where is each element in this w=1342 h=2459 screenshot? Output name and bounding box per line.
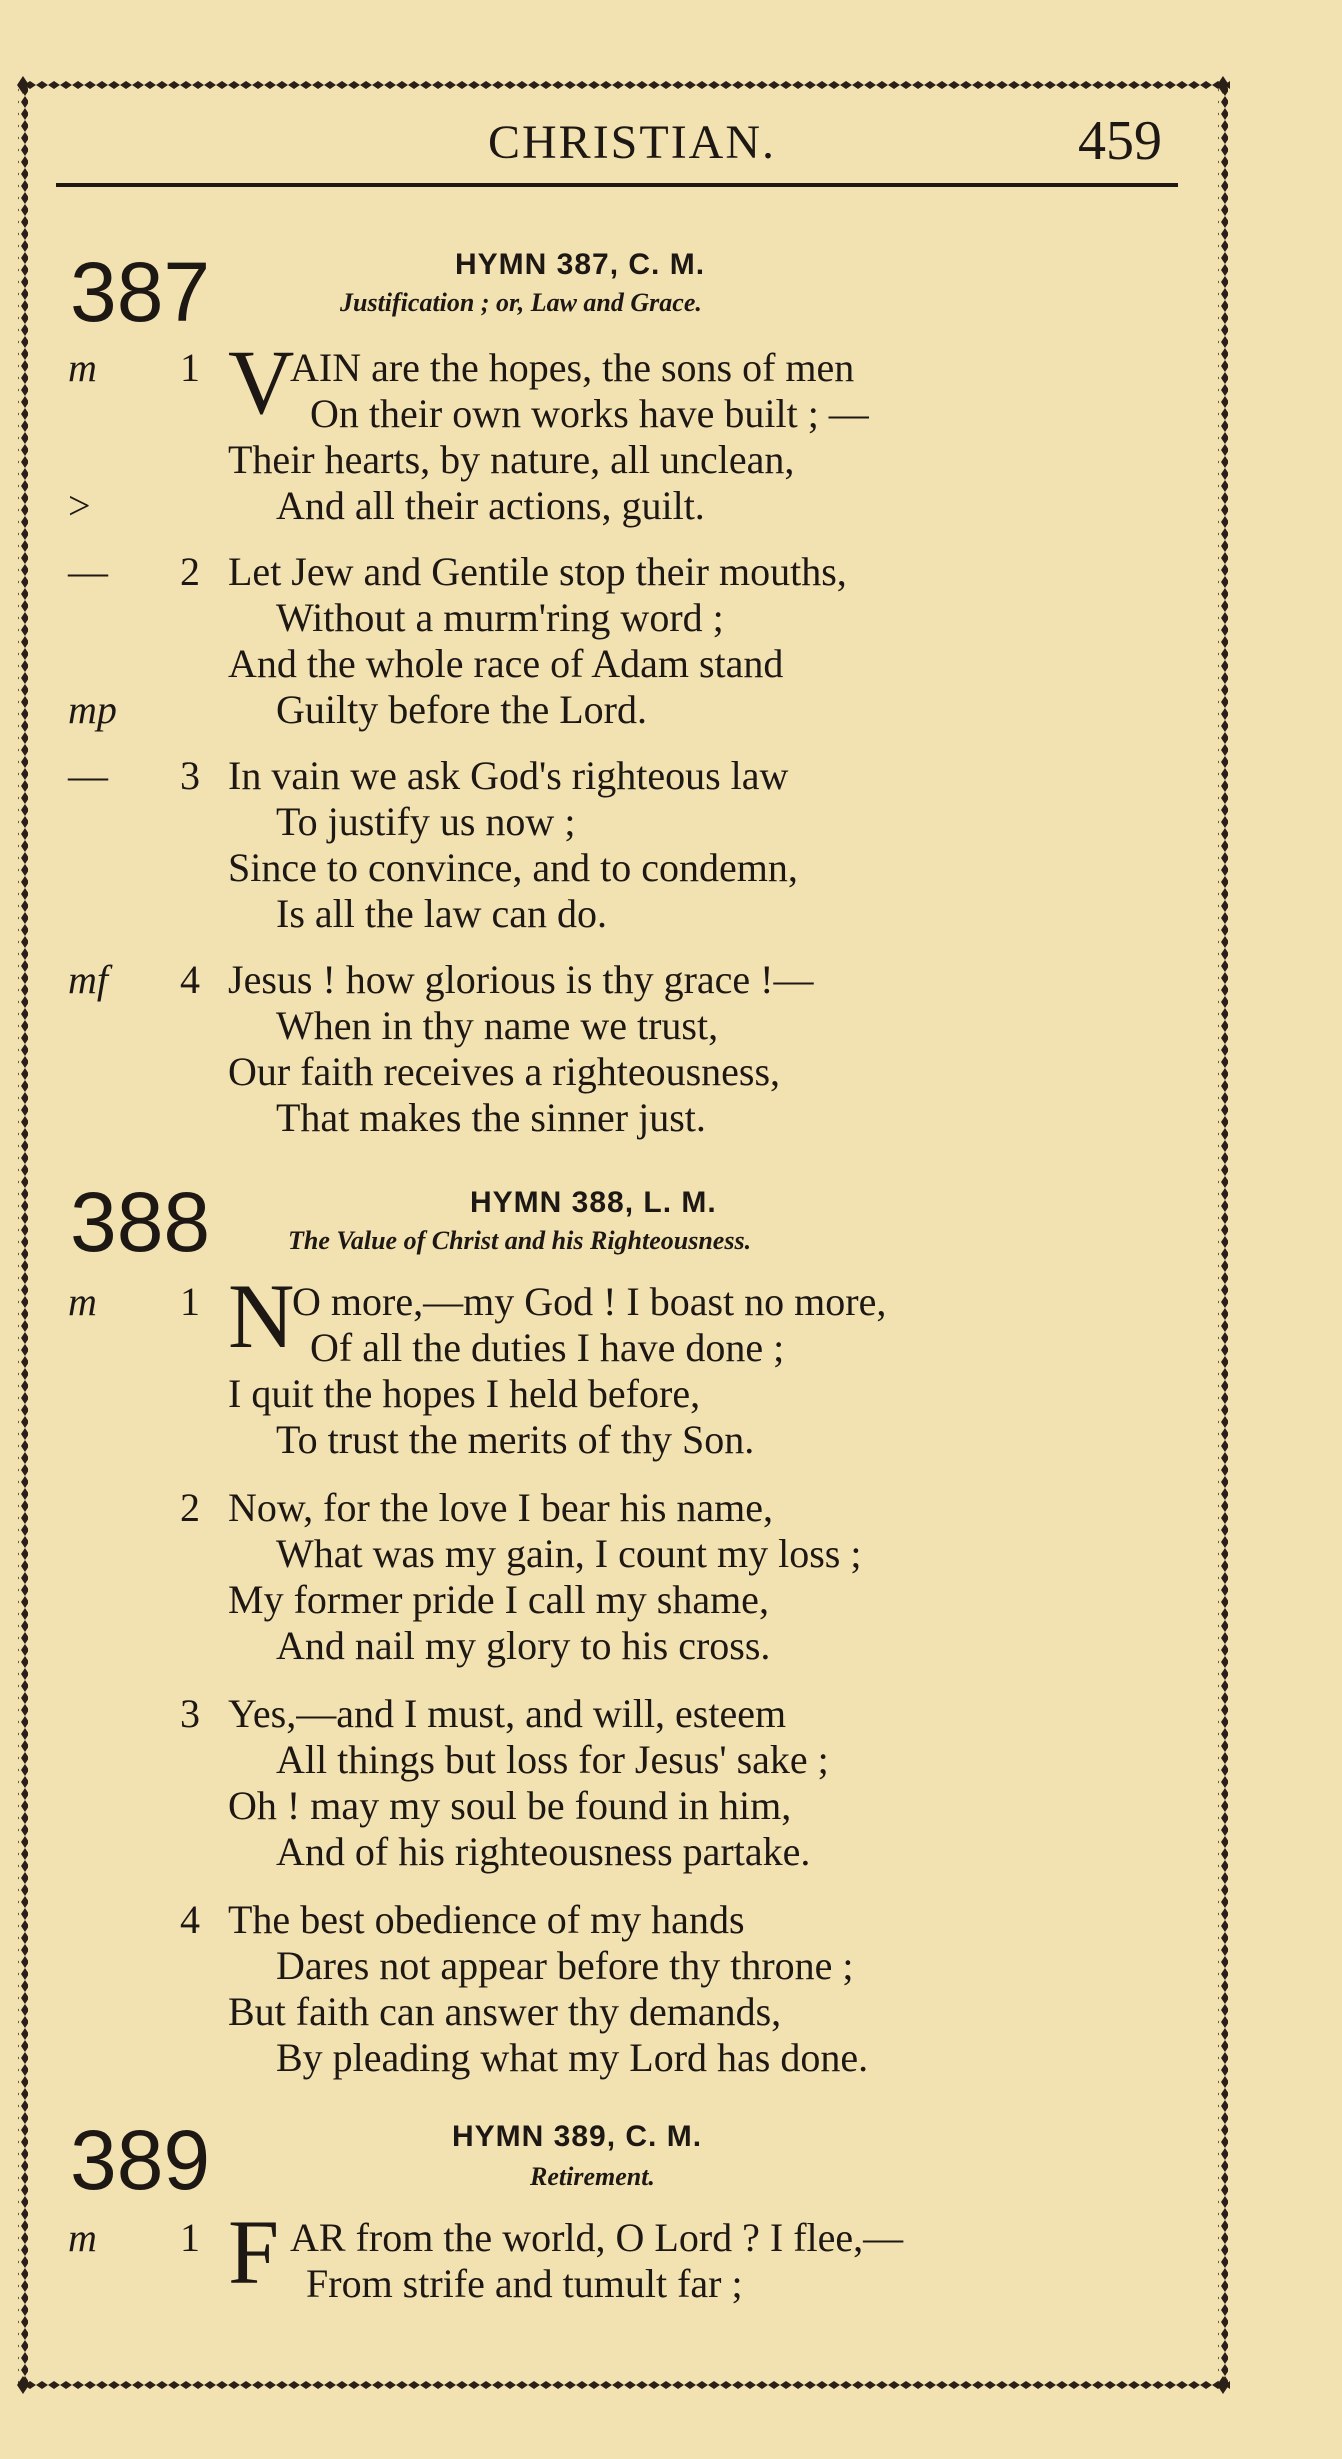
verse-line: From strife and tumult far ; xyxy=(306,2261,743,2306)
hymn-subtitle: Justification ; or, Law and Grace. xyxy=(340,288,702,317)
running-head-title: CHRISTIAN. xyxy=(488,116,777,169)
hymn-number: 387 xyxy=(70,245,211,339)
verse-line: Oh ! may my soul be found in him, xyxy=(228,1783,792,1828)
verse-line: On their own works have built ; — xyxy=(310,391,869,436)
verse-line: That makes the sinner just. xyxy=(276,1095,706,1140)
verse-number: 2 xyxy=(180,549,200,594)
hymn-subtitle: The Value of Christ and his Righteousness. xyxy=(288,1226,752,1255)
verse-line: Is all the law can do. xyxy=(276,891,607,936)
verse-line: I quit the hopes I held before, xyxy=(228,1371,701,1416)
verse-line: To trust the merits of thy Son. xyxy=(276,1417,755,1462)
verse-line: But faith can answer thy demands, xyxy=(228,1989,782,2034)
verse-line: Jesus ! how glorious is thy grace !— xyxy=(228,957,814,1002)
hymn-subtitle: Retirement. xyxy=(530,2162,655,2191)
running-head xyxy=(0,105,1342,185)
verse-line: The best obedience of my hands xyxy=(228,1897,745,1942)
dynamic-mark: mf xyxy=(68,957,108,1002)
verse-number: 4 xyxy=(180,1897,200,1942)
verse-line: And of his righteousness partake. xyxy=(276,1829,811,1874)
verse-line: Of all the duties I have done ; xyxy=(310,1325,785,1370)
dynamic-mark: m xyxy=(68,345,97,390)
dynamic-mark: m xyxy=(68,1279,97,1324)
verse-line: All things but loss for Jesus' sake ; xyxy=(276,1737,829,1782)
verse-line: Guilty before the Lord. xyxy=(276,687,647,732)
verse-number: 1 xyxy=(180,2215,200,2260)
verse-number: 2 xyxy=(180,1485,200,1530)
dynamic-mark: > xyxy=(68,483,91,528)
verse-number: 3 xyxy=(180,753,200,798)
header-rule xyxy=(56,183,1178,187)
verse-line: And nail my glory to his cross. xyxy=(276,1623,771,1668)
verse-number: 1 xyxy=(180,345,200,390)
verse-line: And all their actions, guilt. xyxy=(276,483,705,528)
verse-line: Now, for the love I bear his name, xyxy=(228,1485,773,1530)
verse-line: And the whole race of Adam stand xyxy=(228,641,784,686)
dynamic-mark: — xyxy=(68,753,108,798)
verse-line: When in thy name we trust, xyxy=(276,1003,719,1048)
verse-line: Without a murm'ring word ; xyxy=(276,595,724,640)
verse-line: To justify us now ; xyxy=(276,799,576,844)
dynamic-mark: m xyxy=(68,2215,97,2260)
dynamic-mark: — xyxy=(68,549,108,594)
verse-line: My former pride I call my shame, xyxy=(228,1577,769,1622)
hymn-number: 389 xyxy=(70,2113,211,2207)
page-number: 459 xyxy=(1078,110,1162,172)
verse-line: Their hearts, by nature, all unclean, xyxy=(228,437,795,482)
hymn-number: 388 xyxy=(70,1175,211,1269)
verse-number: 4 xyxy=(180,957,200,1002)
verse-number: 3 xyxy=(180,1691,200,1736)
verse-line: In vain we ask God's righteous law xyxy=(228,753,789,798)
verse-line: AR from the world, O Lord ? I flee,— xyxy=(290,2215,904,2260)
verse-line: O more,—my God ! I boast no more, xyxy=(292,1279,887,1324)
drop-cap: V xyxy=(228,331,295,433)
hymn-heading: HYMN 389, C. M. xyxy=(452,2120,703,2153)
hymn-heading: HYMN 387, C. M. xyxy=(455,248,706,281)
verse-line: Our faith receives a righteousness, xyxy=(228,1049,781,1094)
verse-line: What was my gain, I count my loss ; xyxy=(276,1531,862,1576)
verse-line: Since to convince, and to condemn, xyxy=(228,845,798,890)
verse-line: Let Jew and Gentile stop their mouths, xyxy=(228,549,847,594)
verse-number: 1 xyxy=(180,1279,200,1324)
verse-line: AIN are the hopes, the sons of men xyxy=(290,345,855,390)
hymn-heading: HYMN 388, L. M. xyxy=(470,1186,717,1219)
verse-line: Dares not appear before thy throne ; xyxy=(276,1943,854,1988)
dynamic-mark: mp xyxy=(68,687,117,732)
verse-line: Yes,—and I must, and will, esteem xyxy=(228,1691,787,1736)
drop-cap: N xyxy=(228,1265,295,1367)
verse-line: By pleading what my Lord has done. xyxy=(276,2035,869,2080)
drop-cap: F xyxy=(228,2201,280,2303)
